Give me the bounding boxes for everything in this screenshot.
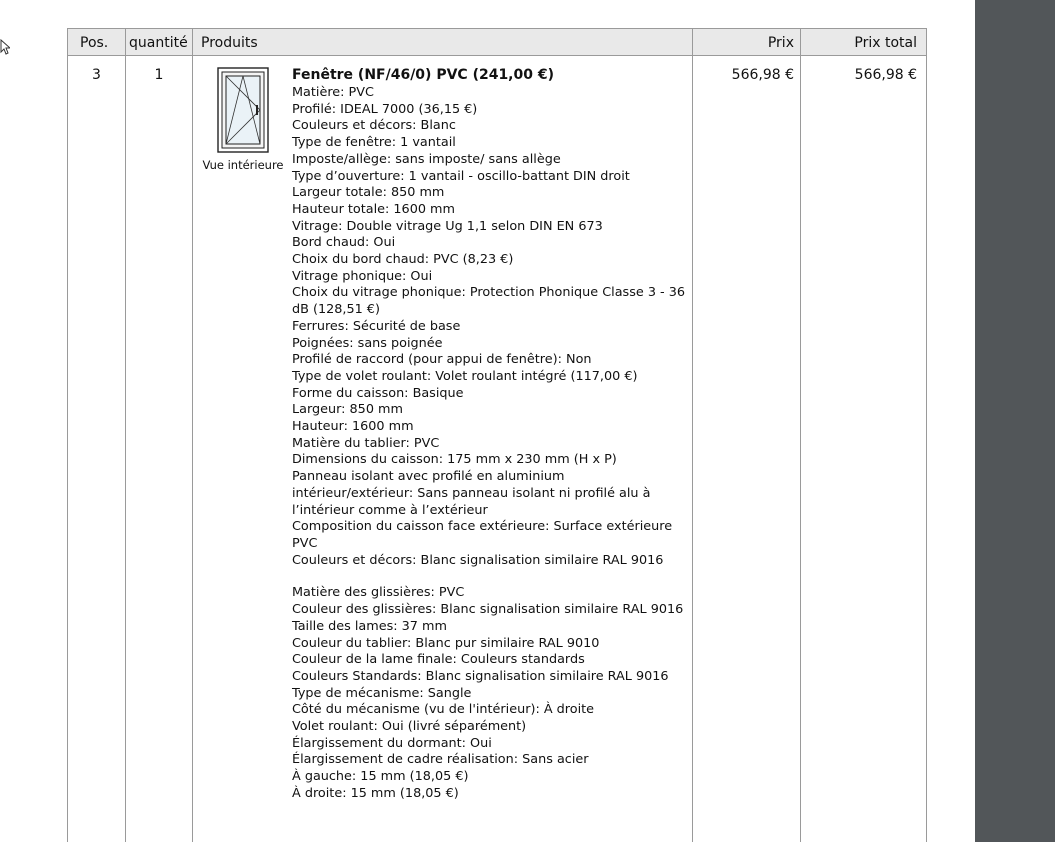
table-header (67, 28, 927, 56)
detail-line: Type de mécanisme: Sangle (292, 685, 472, 701)
detail-line: Élargissement de cadre réalisation: Sans acier (292, 752, 589, 768)
detail-line: Type de volet roulant: Volet roulant intégré (117,00 €) (292, 368, 638, 384)
row-total: 566,98 € (854, 67, 917, 83)
detail-line: Côté du mécanisme (vu de l'intérieur): À droite (292, 702, 595, 718)
detail-line: Vitrage phonique: Oui (292, 268, 433, 284)
row-quantity: 1 (154, 67, 164, 83)
detail-line: Composition du caisson face extérieure: Surface extérieure PVC (292, 519, 673, 551)
detail-line: Panneau isolant avec profilé en aluminium intérieur/extérieur: Sans panneau isolant ni profilé alu à l’intérieur comme à l’extérieur (292, 469, 651, 518)
detail-line: Volet roulant: Oui (livré séparément) (292, 719, 527, 735)
row-price: 566,98 € (731, 67, 794, 83)
details-spacer (292, 569, 687, 585)
column-divider (692, 28, 693, 842)
detail-line: Matière des glissières: PVC (292, 585, 465, 601)
row-position: 3 (92, 67, 101, 83)
header-price: Prix (767, 35, 794, 51)
mouse-cursor-icon (0, 39, 10, 55)
detail-line: À droite: 15 mm (18,05 €) (292, 785, 459, 801)
detail-line: Matière: PVC (292, 85, 374, 100)
column-divider (926, 28, 927, 842)
detail-line: Bord chaud: Oui (292, 235, 396, 251)
header-products: Produits (201, 35, 258, 51)
detail-line: Poignées: sans poignée (292, 335, 443, 351)
detail-line: Profilé: IDEAL 7000 (36,15 €) (292, 101, 478, 117)
column-divider (125, 28, 126, 842)
column-divider (67, 28, 68, 842)
header-total: Prix total (854, 35, 917, 51)
viewer-background (975, 0, 1055, 842)
detail-line: Élargissement du dormant: Oui (292, 735, 492, 751)
detail-line: Taille des lames: 37 mm (292, 618, 447, 634)
detail-line: Type d’ouverture: 1 vantail - oscillo-battant DIN droit (292, 168, 630, 184)
detail-line: Ferrures: Sécurité de base (292, 318, 461, 334)
detail-line: À gauche: 15 mm (18,05 €) (292, 769, 469, 785)
details-group-shutter (292, 585, 687, 802)
detail-line: Hauteur: 1600 mm (292, 419, 414, 435)
image-caption: Vue intérieure (202, 158, 284, 172)
detail-line: Largeur totale: 850 mm (292, 185, 445, 201)
detail-line: Couleurs et décors: Blanc (292, 118, 456, 134)
detail-line: Couleur des glissières: Blanc signalisation similaire RAL 9016 (292, 602, 684, 618)
detail-line: Couleur de la lame finale: Couleurs standards (292, 652, 585, 668)
details-group-window (292, 85, 687, 569)
detail-line: Vitrage: Double vitrage Ug 1,1 selon DIN EN 673 (292, 218, 603, 234)
product-title: Fenêtre (NF/46/0) PVC (241,00 €) (292, 67, 555, 83)
detail-line: Couleurs et décors: Blanc signalisation similaire RAL 9016 (292, 552, 664, 568)
detail-line: Choix du bord chaud: PVC (8,23 €) (292, 252, 514, 268)
product-details (292, 66, 687, 803)
detail-line: Largeur: 850 mm (292, 402, 403, 418)
header-quantity: quantité (129, 35, 188, 51)
column-divider (192, 28, 193, 842)
detail-line: Profilé de raccord (pour appui de fenêtre): Non (292, 352, 592, 368)
detail-line: Type de fenêtre: 1 vantail (292, 135, 456, 151)
header-pos: Pos. (80, 35, 109, 51)
detail-line: Couleurs Standards: Blanc signalisation similaire RAL 9016 (292, 668, 669, 684)
column-divider (800, 28, 801, 842)
detail-line: Couleur du tablier: Blanc pur similaire RAL 9010 (292, 635, 600, 651)
detail-line: Forme du caisson: Basique (292, 385, 464, 401)
detail-line: Matière du tablier: PVC (292, 435, 440, 451)
window-drawing-icon (217, 67, 269, 153)
detail-line: Choix du vitrage phonique: Protection Phonique Classe 3 - 36 dB (128,51 €) (292, 285, 685, 318)
detail-line: Dimensions du caisson: 175 mm x 230 mm (H x P) (292, 452, 617, 468)
detail-line: Hauteur totale: 1600 mm (292, 201, 455, 217)
quote-table (67, 28, 927, 842)
detail-line: Imposte/allège: sans imposte/ sans allège (292, 151, 561, 167)
